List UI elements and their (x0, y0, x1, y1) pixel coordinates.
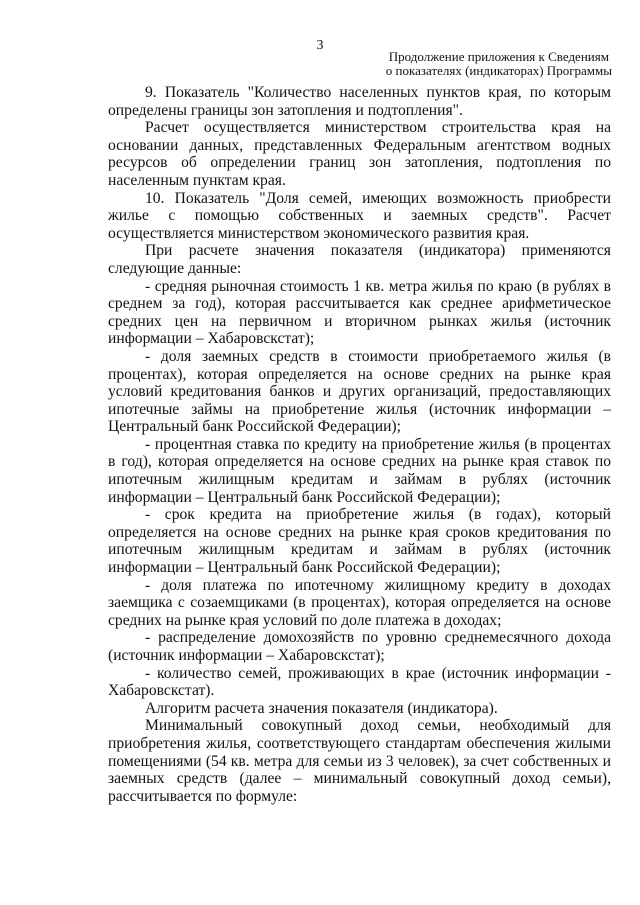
document-body (108, 84, 611, 805)
header-note-line-2: о показателях (индикаторах) Программы (385, 63, 612, 78)
list-item-borrowed-share: - доля заемных средств в стоимости приобретаемого жилья (в процентах), которая определяется на основе средних на рынке края условий кредитования банков и других организаций, предоставляющих ипотечные займы на приобретение жилья (источник информации – Центральный банк Российской Федерации); (108, 347, 611, 436)
paragraph-input-data-intro: При расчете значения показателя (индикатора) применяются следующие данные: (108, 242, 611, 277)
header-note (386, 50, 612, 78)
list-item-interest-rate: - процентная ставка по кредиту на приобретение жилья (в процентах в год), которая определяется на основе средних на рынке края ставок по ипотечным жилищным кредитам и займам в рублях (источник информации – Центральный банк Российской Федерации); (108, 435, 611, 506)
list-item-loan-term: - срок кредита на приобретение жилья (в годах), который определяется на основе средних на рынке края сроков кредитования по ипотечным жилищным кредитам и займам в рублях (источник информации – Центральный банк Российской Федерации); (108, 506, 611, 577)
page-number: 3 (316, 38, 324, 53)
paragraph-algorithm-title: Алгоритм расчета значения показателя (индикатора). (145, 699, 498, 717)
paragraph-minimum-income: Минимальный совокупный доход семьи, необходимый для приобретения жилья, соответствующего стандартам обеспечения жилыми помещениями (54 кв. метра для семьи из 3 человек), за счет собственных и заемных средств (далее – минимальный совокупный доход семьи), рассчитывается по формуле: (108, 717, 611, 805)
list-item-payment-share: - доля платежа по ипотечному жилищному кредиту в доходах заемщика с созаемщиками (в процентах), которая определяется на основе средних на рынке края условий по доле платежа в доходах; (108, 576, 611, 629)
list-item-family-count: - количество семей, проживающих в крае (источник информации - Хабаровскстат). (108, 664, 611, 700)
list-item-income-distribution: - распределение домохозяйств по уровню среднемесячного дохода (источник информации – Хабаровскстат); (108, 629, 611, 664)
paragraph-indicator-10-title: 10. Показатель "Доля семей, имеющих возможность приобрести жилье с помощью собственных и заемных средств". Расчет осуществляется министерством экономического развития края. (108, 189, 611, 242)
paragraph-indicator-9-title: 9. Показатель "Количество населенных пунктов края, по которым определены границы зон затопления и подтопления". (108, 84, 611, 119)
list-item-market-price: - средняя рыночная стоимость 1 кв. метра жилья по краю (в рублях в среднем за год), которая рассчитывается как среднее арифметическое средних цен на первичном и вторичном рынках жилья (источник информации – Хабаровскстат); (108, 277, 611, 348)
header-note-line-1: Продолжение приложения к Сведениям (388, 49, 609, 64)
paragraph-indicator-9-calculation: Расчет осуществляется министерством строительства края на основании данных, представленных Федеральным агентством водных ресурсов об определении границ зон затопления, подтопления по населенным пунктам края. (108, 119, 611, 189)
